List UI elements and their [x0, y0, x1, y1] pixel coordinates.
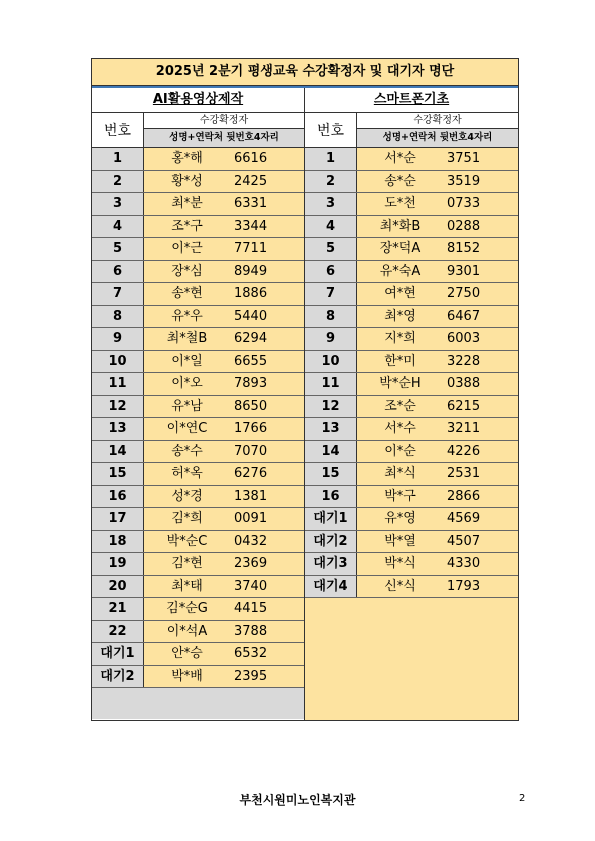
person-name: 송*현 [144, 283, 230, 305]
phone-last4: 4569 [443, 508, 518, 530]
row-number: 1 [305, 148, 357, 170]
phone-last4: 9301 [443, 261, 518, 283]
table-header-right [305, 113, 518, 148]
table-row [305, 463, 518, 486]
phone-last4: 0432 [230, 531, 304, 553]
row-number: 10 [305, 351, 357, 373]
row-number: 대기1 [92, 643, 144, 665]
person-name: 조*순 [357, 396, 443, 418]
phone-last4: 1793 [443, 576, 518, 598]
phone-last4: 5440 [230, 306, 304, 328]
phone-last4: 6467 [443, 306, 518, 328]
row-number: 9 [92, 328, 144, 350]
table-row [305, 418, 518, 441]
table-row [305, 508, 518, 531]
row-number: 2 [305, 171, 357, 193]
table-row [305, 283, 518, 306]
person-name: 조*구 [144, 216, 230, 238]
row-number: 9 [305, 328, 357, 350]
table-row [92, 216, 304, 239]
person-name: 서*순 [357, 148, 443, 170]
table-row [92, 598, 304, 621]
row-number: 3 [305, 193, 357, 215]
phone-last4: 1886 [230, 283, 304, 305]
table-row [305, 216, 518, 239]
person-name: 김*현 [144, 553, 230, 575]
row-number: 21 [92, 598, 144, 620]
phone-last4: 6276 [230, 463, 304, 485]
row-number: 15 [92, 463, 144, 485]
row-number: 8 [305, 306, 357, 328]
row-number: 10 [92, 351, 144, 373]
person-name: 지*희 [357, 328, 443, 350]
table-row [92, 351, 304, 374]
person-name: 서*수 [357, 418, 443, 440]
person-name: 유*영 [357, 508, 443, 530]
row-number: 대기3 [305, 553, 357, 575]
row-number: 4 [305, 216, 357, 238]
phone-last4: 0388 [443, 373, 518, 395]
table-row [305, 148, 518, 171]
row-number: 13 [92, 418, 144, 440]
row-number: 7 [305, 283, 357, 305]
person-name: 도*천 [357, 193, 443, 215]
table-row [92, 148, 304, 171]
person-name: 최*분 [144, 193, 230, 215]
row-number: 17 [92, 508, 144, 530]
table-row [305, 553, 518, 576]
table-row [305, 328, 518, 351]
person-name: 박*구 [357, 486, 443, 508]
person-name: 안*승 [144, 643, 230, 665]
table-row [92, 283, 304, 306]
header-confirmed: 수강확정자 [144, 113, 304, 129]
table-row [305, 373, 518, 396]
phone-last4: 8949 [230, 261, 304, 283]
person-name: 최*영 [357, 306, 443, 328]
phone-last4: 2866 [443, 486, 518, 508]
table-row [92, 261, 304, 284]
table-row [92, 508, 304, 531]
person-name: 박*순C [144, 531, 230, 553]
phone-last4: 8650 [230, 396, 304, 418]
table-row [305, 576, 518, 599]
table-row [92, 531, 304, 554]
table-row [92, 666, 304, 689]
row-number: 13 [305, 418, 357, 440]
table-row [92, 553, 304, 576]
course-column-right [305, 88, 518, 720]
table-row [92, 238, 304, 261]
row-number: 11 [305, 373, 357, 395]
row-number: 3 [92, 193, 144, 215]
row-number: 2 [92, 171, 144, 193]
person-name: 장*심 [144, 261, 230, 283]
person-name: 허*옥 [144, 463, 230, 485]
header-number: 번호 [92, 113, 144, 147]
left-rows [92, 148, 304, 688]
course-title-right-text: 스마트폰기초 [373, 92, 450, 107]
phone-last4: 4330 [443, 553, 518, 575]
person-name: 황*성 [144, 171, 230, 193]
phone-last4: 3211 [443, 418, 518, 440]
row-number: 1 [92, 148, 144, 170]
phone-last4: 6532 [230, 643, 304, 665]
row-number: 19 [92, 553, 144, 575]
table-row [92, 328, 304, 351]
phone-last4: 6294 [230, 328, 304, 350]
header-number: 번호 [305, 113, 357, 147]
person-name: 이*일 [144, 351, 230, 373]
person-name: 최*태 [144, 576, 230, 598]
table-row [92, 373, 304, 396]
phone-last4: 8152 [443, 238, 518, 260]
row-number: 대기1 [305, 508, 357, 530]
enrollment-table [91, 58, 519, 721]
table-row [92, 441, 304, 464]
phone-last4: 0733 [443, 193, 518, 215]
table-row [305, 486, 518, 509]
phone-last4: 2395 [230, 666, 304, 688]
phone-last4: 4507 [443, 531, 518, 553]
row-number: 16 [92, 486, 144, 508]
person-name: 박*순H [357, 373, 443, 395]
table-row [305, 306, 518, 329]
person-name: 이*연C [144, 418, 230, 440]
phone-last4: 6215 [443, 396, 518, 418]
header-detail: 성명+연락처 뒷번호4자리 [357, 129, 518, 147]
phone-last4: 7893 [230, 373, 304, 395]
header-detail: 성명+연락처 뒷번호4자리 [144, 129, 304, 147]
person-name: 최*식 [357, 463, 443, 485]
table-row [305, 238, 518, 261]
person-name: 송*순 [357, 171, 443, 193]
person-name: 유*남 [144, 396, 230, 418]
table-row [305, 193, 518, 216]
page-number: 2 [519, 793, 526, 804]
table-row [92, 576, 304, 599]
row-number: 7 [92, 283, 144, 305]
row-number: 대기2 [92, 666, 144, 688]
row-number: 12 [305, 396, 357, 418]
phone-last4: 3519 [443, 171, 518, 193]
row-number: 5 [305, 238, 357, 260]
course-title-left [92, 88, 304, 113]
phone-last4: 1381 [230, 486, 304, 508]
table-row [92, 171, 304, 194]
person-name: 이*오 [144, 373, 230, 395]
person-name: 김*희 [144, 508, 230, 530]
row-number: 6 [92, 261, 144, 283]
person-name: 장*덕A [357, 238, 443, 260]
course-title-right [305, 88, 518, 113]
person-name: 홍*해 [144, 148, 230, 170]
header-sub [144, 113, 304, 147]
row-number: 20 [92, 576, 144, 598]
phone-last4: 1766 [230, 418, 304, 440]
row-number: 22 [92, 621, 144, 643]
person-name: 송*수 [144, 441, 230, 463]
table-header-left [92, 113, 304, 148]
person-name: 유*숙A [357, 261, 443, 283]
row-number: 12 [92, 396, 144, 418]
person-name: 신*식 [357, 576, 443, 598]
row-number: 대기4 [305, 576, 357, 598]
table-row [305, 261, 518, 284]
row-number: 14 [92, 441, 144, 463]
table-row [92, 643, 304, 666]
row-number: 18 [92, 531, 144, 553]
phone-last4: 3344 [230, 216, 304, 238]
phone-last4: 3788 [230, 621, 304, 643]
phone-last4: 2425 [230, 171, 304, 193]
phone-last4: 6616 [230, 148, 304, 170]
person-name: 최*철B [144, 328, 230, 350]
phone-last4: 7070 [230, 441, 304, 463]
person-name: 이*석A [144, 621, 230, 643]
course-title-left-text: AI활용영상제작 [152, 92, 244, 107]
row-number: 대기2 [305, 531, 357, 553]
table-row [92, 396, 304, 419]
phone-last4: 0091 [230, 508, 304, 530]
organization-footer: 부천시원미노인복지관 [239, 793, 356, 807]
person-name: 박*열 [357, 531, 443, 553]
header-confirmed: 수강확정자 [357, 113, 518, 129]
phone-last4: 4226 [443, 441, 518, 463]
phone-last4: 3740 [230, 576, 304, 598]
row-number: 14 [305, 441, 357, 463]
table-row [92, 463, 304, 486]
person-name: 박*배 [144, 666, 230, 688]
row-number: 15 [305, 463, 357, 485]
person-name: 여*현 [357, 283, 443, 305]
table-row [92, 418, 304, 441]
phone-last4: 6331 [230, 193, 304, 215]
table-row [92, 193, 304, 216]
table-row [92, 621, 304, 644]
phone-last4: 6655 [230, 351, 304, 373]
table-row [305, 441, 518, 464]
phone-last4: 2369 [230, 553, 304, 575]
course-columns [92, 88, 518, 720]
table-row [305, 171, 518, 194]
phone-last4: 2531 [443, 463, 518, 485]
table-row [92, 306, 304, 329]
row-number: 6 [305, 261, 357, 283]
person-name: 김*순G [144, 598, 230, 620]
person-name: 박*식 [357, 553, 443, 575]
person-name: 최*화B [357, 216, 443, 238]
table-row [305, 531, 518, 554]
row-number: 11 [92, 373, 144, 395]
phone-last4: 4415 [230, 598, 304, 620]
document-title: 2025년 2분기 평생교육 수강확정자 및 대기자 명단 [92, 59, 518, 86]
course-column-left [92, 88, 305, 720]
row-number: 5 [92, 238, 144, 260]
right-rows [305, 148, 518, 598]
person-name: 한*미 [357, 351, 443, 373]
person-name: 유*우 [144, 306, 230, 328]
phone-last4: 7711 [230, 238, 304, 260]
table-row [305, 396, 518, 419]
phone-last4: 0288 [443, 216, 518, 238]
header-sub [357, 113, 518, 147]
phone-last4: 6003 [443, 328, 518, 350]
empty-filler-right [305, 598, 518, 720]
person-name: 이*순 [357, 441, 443, 463]
row-number: 4 [92, 216, 144, 238]
table-row [92, 486, 304, 509]
table-row [305, 351, 518, 374]
phone-last4: 2750 [443, 283, 518, 305]
person-name: 이*근 [144, 238, 230, 260]
empty-filler-left [92, 688, 304, 719]
phone-last4: 3228 [443, 351, 518, 373]
row-number: 16 [305, 486, 357, 508]
row-number: 8 [92, 306, 144, 328]
person-name: 성*경 [144, 486, 230, 508]
phone-last4: 3751 [443, 148, 518, 170]
